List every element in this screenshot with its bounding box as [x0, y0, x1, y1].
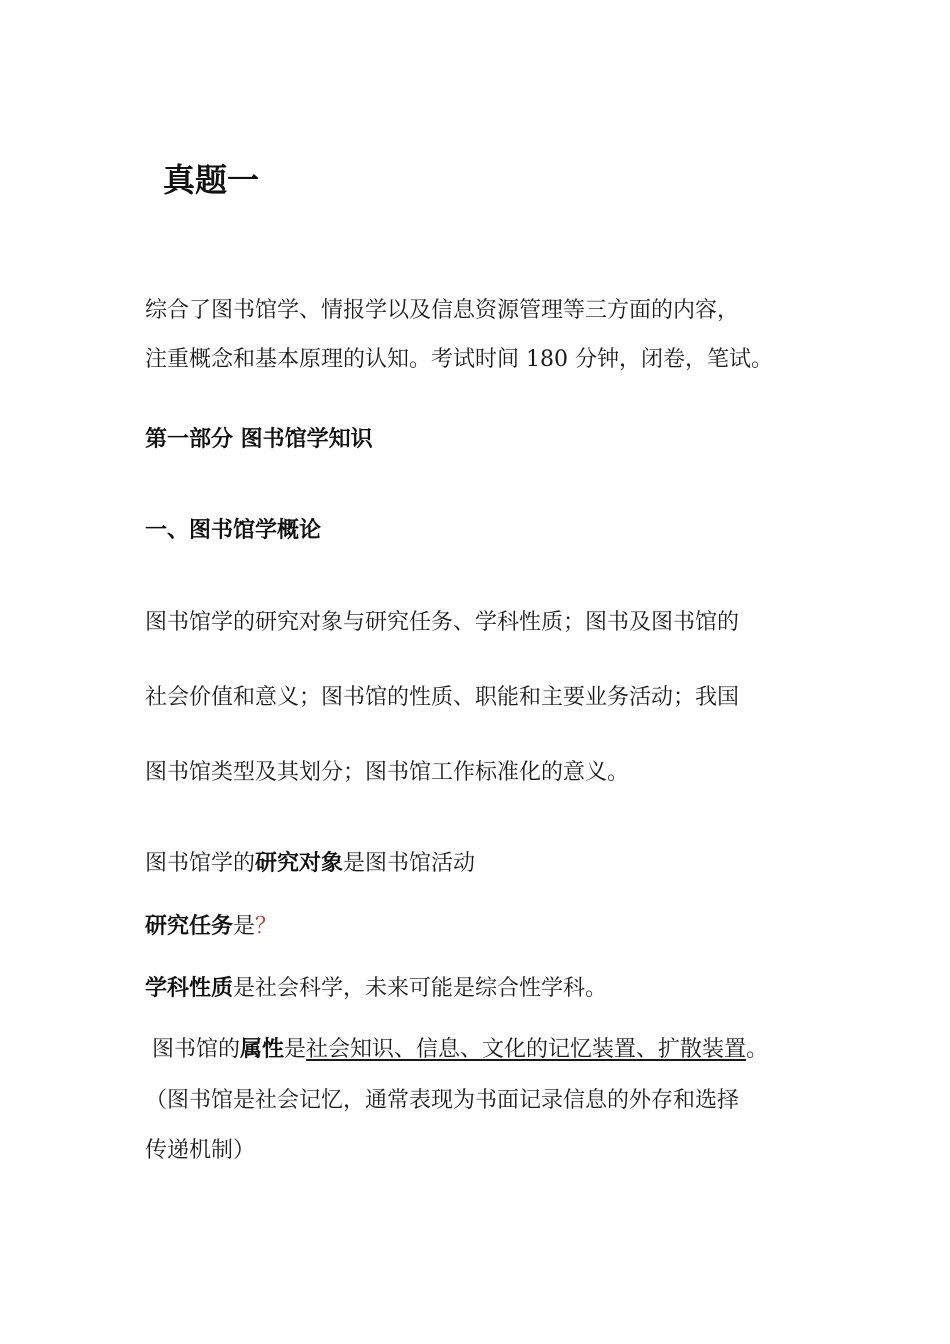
- note-text: 图书馆学的: [145, 851, 256, 876]
- note-research-object: [145, 849, 475, 879]
- note-discipline-nature: [145, 974, 607, 1004]
- underlined-definition: 社会知识、信息、文化的记忆装置、扩散装置: [306, 1037, 747, 1062]
- note-text: 图书馆的: [152, 1037, 241, 1062]
- note-text: 是图书馆活动: [343, 851, 476, 876]
- question-mark: ？: [255, 914, 278, 939]
- note-text: 是社会科学，未来可能是综合性学科。: [233, 976, 608, 1001]
- note-term: 属性: [240, 1037, 285, 1062]
- syllabus-line-1: 图书馆学的研究对象与研究任务、学科性质；图书及图书馆的: [145, 610, 740, 635]
- note-term: 学科性质: [145, 976, 234, 1001]
- note-library-attribute: [152, 1035, 768, 1065]
- syllabus-line-3: 图书馆类型及其划分；图书馆工作标准化的意义。: [145, 760, 630, 785]
- note-term: 研究对象: [255, 851, 344, 876]
- note-text: 是: [284, 1037, 307, 1062]
- note-research-task: [145, 912, 277, 942]
- note-term: 研究任务: [145, 914, 234, 939]
- document-title: 真题一: [163, 161, 260, 199]
- syllabus-line-2: 社会价值和意义；图书馆的性质、职能和主要业务活动；我国: [145, 685, 740, 710]
- section-heading: 一、图书馆学概论: [145, 518, 322, 543]
- note-text: 是: [233, 914, 256, 939]
- part-heading: 第一部分 图书馆学知识: [145, 427, 373, 452]
- note-paren-line-2: 传递机制）: [145, 1138, 256, 1163]
- intro-line-1: 综合了图书馆学、情报学以及信息资源管理等三方面的内容，: [145, 298, 740, 323]
- note-text: 。: [746, 1037, 769, 1062]
- intro-line-2: 注重概念和基本原理的认知。考试时间 180 分钟，闭卷，笔试。: [145, 347, 773, 372]
- note-paren-line-1: （图书馆是社会记忆，通常表现为书面记录信息的外存和选择: [145, 1088, 740, 1113]
